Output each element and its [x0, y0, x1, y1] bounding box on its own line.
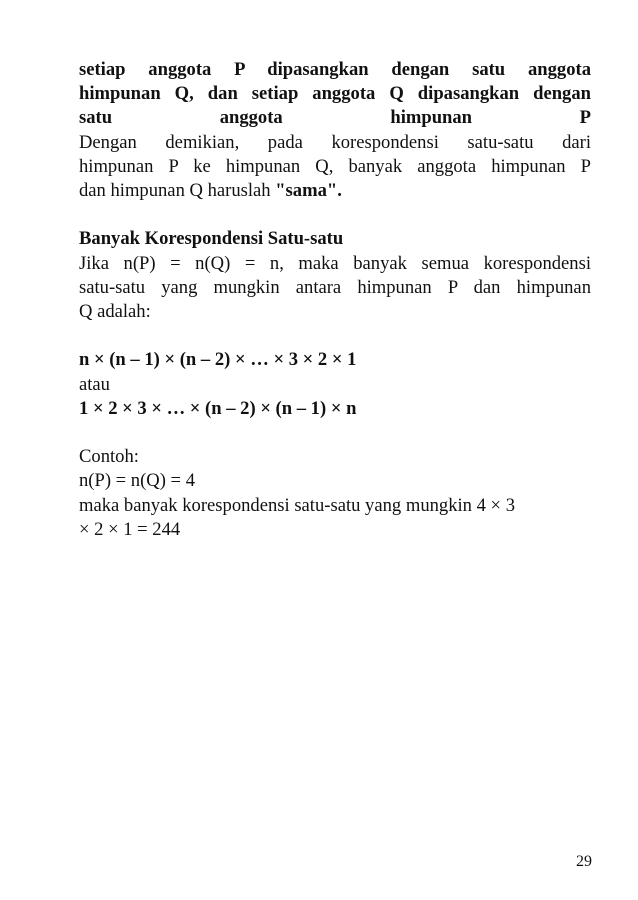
paragraph-1-line-1: setiap anggota P dipasangkan dengan satu anggota — [79, 59, 591, 80]
paragraph-1-word-anggota: anggota — [219, 107, 283, 129]
paragraph-1-word-satu: satu — [79, 107, 113, 129]
section-line-3: Q adalah: — [79, 301, 151, 323]
formula-descending: n × (n – 1) × (n – 2) × … × 3 × 2 × 1 — [79, 349, 357, 371]
page-number: 29 — [576, 853, 592, 870]
emphasis-sama: "sama". — [275, 180, 342, 202]
paragraph-2-line-1: Dengan demikian, pada korespondensi satu-satu dari — [79, 131, 591, 153]
example-line-1: n(P) = n(Q) = 4 — [79, 470, 195, 492]
formula-ascending: 1 × 2 × 3 × … × (n – 2) × (n – 1) × n — [79, 397, 357, 419]
paragraph-1-line-3 — [79, 106, 591, 130]
paragraph-2-line-3 — [79, 179, 591, 203]
page-body — [79, 58, 591, 542]
example-line-3: × 2 × 1 = 244 — [79, 518, 181, 540]
section-line-1: Jika n(P) = n(Q) = n, maka banyak semua korespondensi — [79, 252, 591, 274]
paragraph-2-line-3-text: dan himpunan Q haruslah — [79, 180, 276, 202]
section-line-2: satu-satu yang mungkin antara himpunan P dan himpunan — [79, 276, 591, 298]
example-label: Contoh: — [79, 446, 139, 468]
spacer — [79, 421, 591, 445]
example-line-2: maka banyak korespondensi satu-satu yang mungkin 4 × 3 — [79, 494, 515, 516]
spacer — [79, 324, 591, 348]
formula-connector: atau — [79, 373, 110, 395]
paragraph-2-line-2: himpunan P ke himpunan Q, banyak anggota himpunan P — [79, 155, 591, 177]
paragraph-1-line-2: himpunan Q, dan setiap anggota Q dipasangkan dengan — [79, 83, 591, 105]
paragraph-1-word-himpunan: himpunan — [390, 107, 473, 129]
section-heading: Banyak Korespondensi Satu-satu — [79, 228, 344, 250]
spacer — [79, 203, 591, 227]
paragraph-1-word-p: P — [579, 107, 592, 129]
